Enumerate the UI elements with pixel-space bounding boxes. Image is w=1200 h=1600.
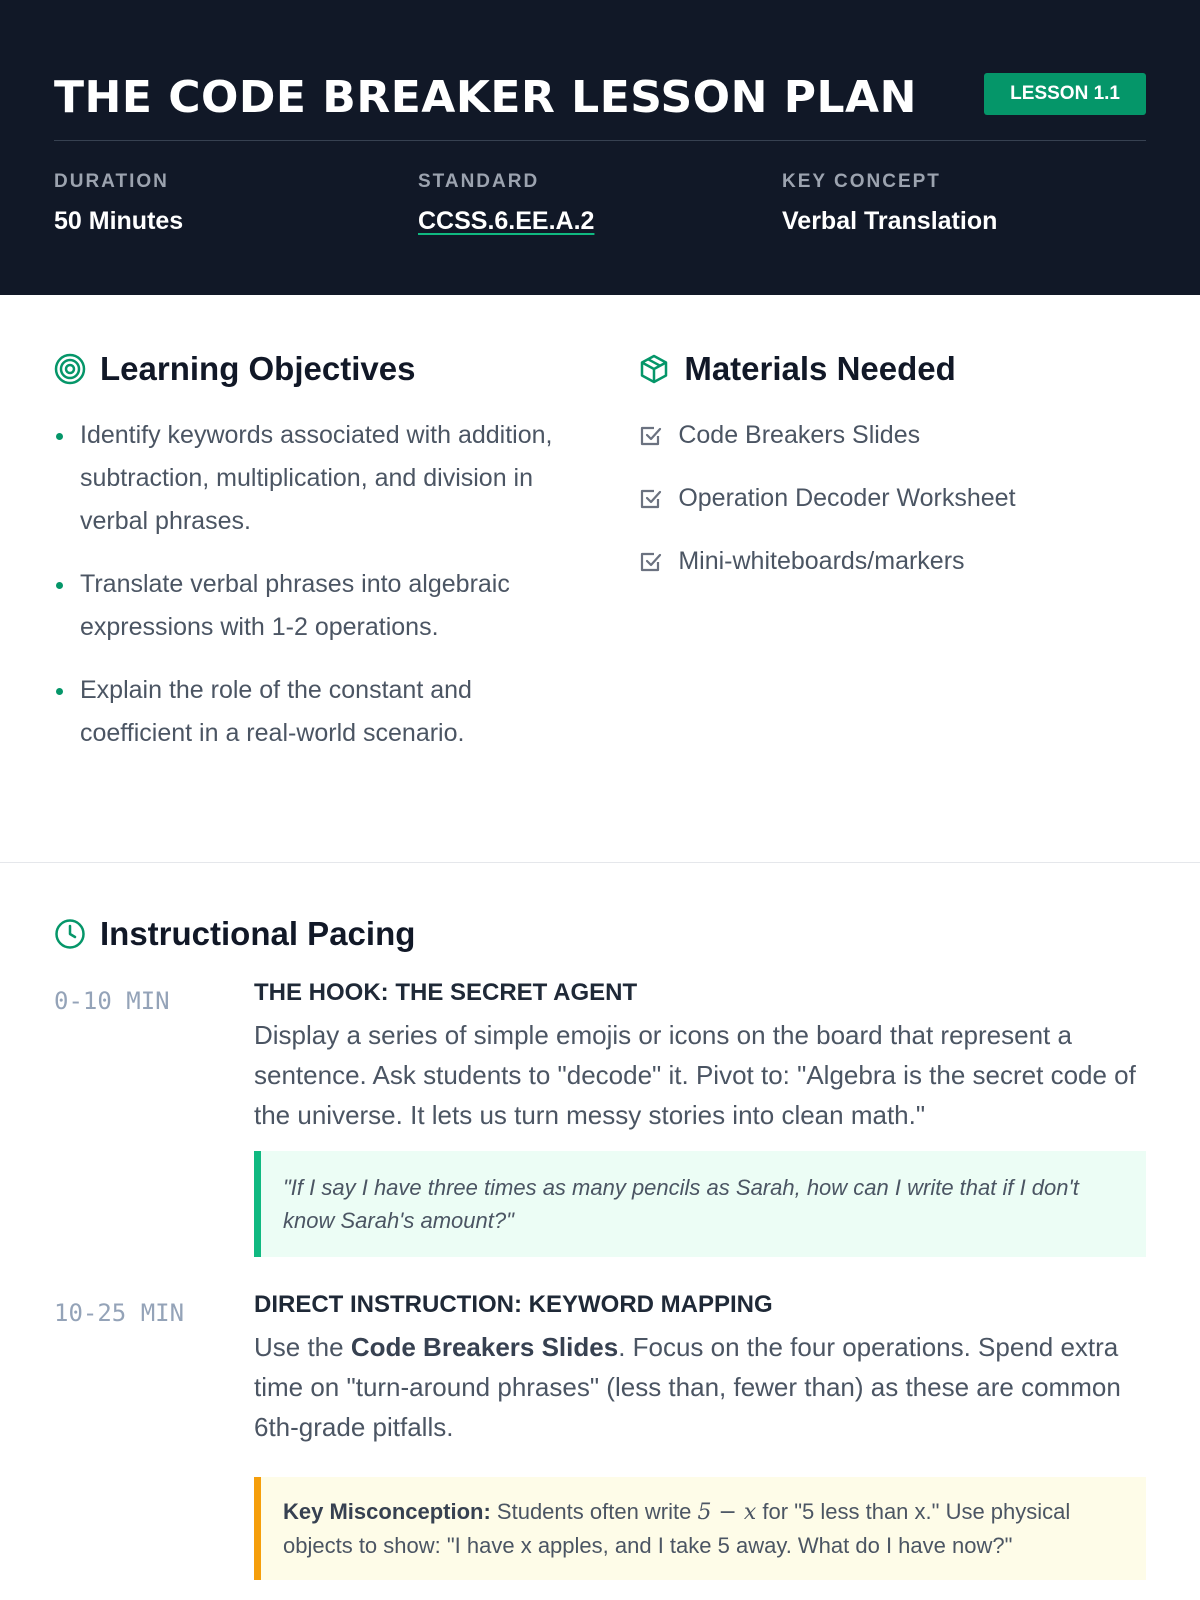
meta-label: KEY CONCEPT (782, 171, 941, 192)
meta-key-concept (782, 171, 1146, 236)
text-segment: . Focus on the four operations. Spend extra time on "turn-around phrases" (less than, fewer than) as these are common 6th-grade pitfalls. (254, 1332, 1121, 1442)
text-segment: Students often write (490, 1499, 698, 1524)
standard-link[interactable]: CCSS.6.EE.A.2 (418, 207, 595, 235)
checkbox-icon (638, 486, 664, 512)
materials-title: Materials Needed (684, 350, 956, 387)
pacing-section (0, 863, 1200, 1580)
meta-standard (418, 171, 782, 236)
objectives-title: Learning Objectives (100, 350, 416, 387)
list-item (638, 477, 1146, 520)
list-item (638, 540, 1146, 583)
target-icon (54, 353, 86, 385)
meta-duration (54, 171, 418, 236)
lesson-header (0, 0, 1200, 295)
clock-icon (54, 918, 86, 950)
callout-label: Key Misconception: (283, 1499, 491, 1524)
meta-label: DURATION (54, 171, 169, 192)
list-item: Explain the role of the constant and coefficient in a real-world scenario. (54, 669, 570, 755)
pacing-step (54, 979, 1146, 1257)
math-expression: 5 − x (697, 1500, 757, 1525)
text-segment: for "5 less than x." Use physical objects to show: "I have x apples, and I take 5 away. What do I have now?" (283, 1499, 1071, 1558)
list-item (638, 414, 1146, 457)
objectives-column (54, 350, 638, 822)
step-time: 0-10 MIN (54, 987, 170, 1015)
pacing-title: Instructional Pacing (100, 915, 416, 952)
package-icon (638, 353, 670, 385)
meta-label: STANDARD (418, 171, 540, 192)
materials-list (638, 414, 1146, 583)
list-item: Translate verbal phrases into algebraic expressions with 1-2 operations. (54, 563, 570, 649)
checkbox-icon (638, 549, 664, 575)
title-row (54, 0, 1146, 141)
pacing-step (54, 1291, 1146, 1580)
step-text (254, 1327, 1146, 1447)
step-body (254, 1291, 1146, 1580)
quote-callout: "If I say I have three times as many pencils as Sarah, how can I write that if I don't know Sarah's amount?" (254, 1151, 1146, 1257)
step-time: 10-25 MIN (54, 1299, 185, 1327)
step-body (254, 979, 1146, 1257)
checkbox-icon (638, 423, 664, 449)
meta-value: Verbal Translation (782, 207, 998, 235)
objectives-heading (54, 350, 638, 388)
material-label: Mini-whiteboards/markers (678, 547, 965, 575)
objectives-materials-section (0, 295, 1200, 863)
step-title: THE HOOK: THE SECRET AGENT (254, 979, 638, 1006)
lesson-badge: LESSON 1.1 (984, 73, 1146, 115)
list-item: Identify keywords associated with addition, subtraction, multiplication, and division in verbal phrases. (54, 414, 570, 543)
text-segment: Use the (254, 1332, 351, 1362)
meta-value: 50 Minutes (54, 207, 184, 235)
bold-text: Code Breakers Slides (350, 1332, 619, 1362)
material-label: Operation Decoder Worksheet (678, 484, 1016, 512)
lesson-meta (54, 141, 1146, 236)
materials-column (638, 350, 1146, 822)
misconception-callout (254, 1477, 1146, 1580)
pacing-heading (54, 915, 1146, 953)
step-text: Display a series of simple emojis or icons on the board that represent a sentence. Ask students to "decode" it. Pivot to: "Algebra is the secret code of the universe. It lets us turn messy stories into clean math." (254, 1020, 1136, 1130)
objectives-list (54, 414, 638, 755)
step-title: DIRECT INSTRUCTION: KEYWORD MAPPING (254, 1291, 773, 1318)
material-label: Code Breakers Slides (678, 421, 921, 449)
materials-heading (638, 350, 1146, 388)
page-title: THE CODE BREAKER LESSON PLAN (54, 72, 917, 123)
